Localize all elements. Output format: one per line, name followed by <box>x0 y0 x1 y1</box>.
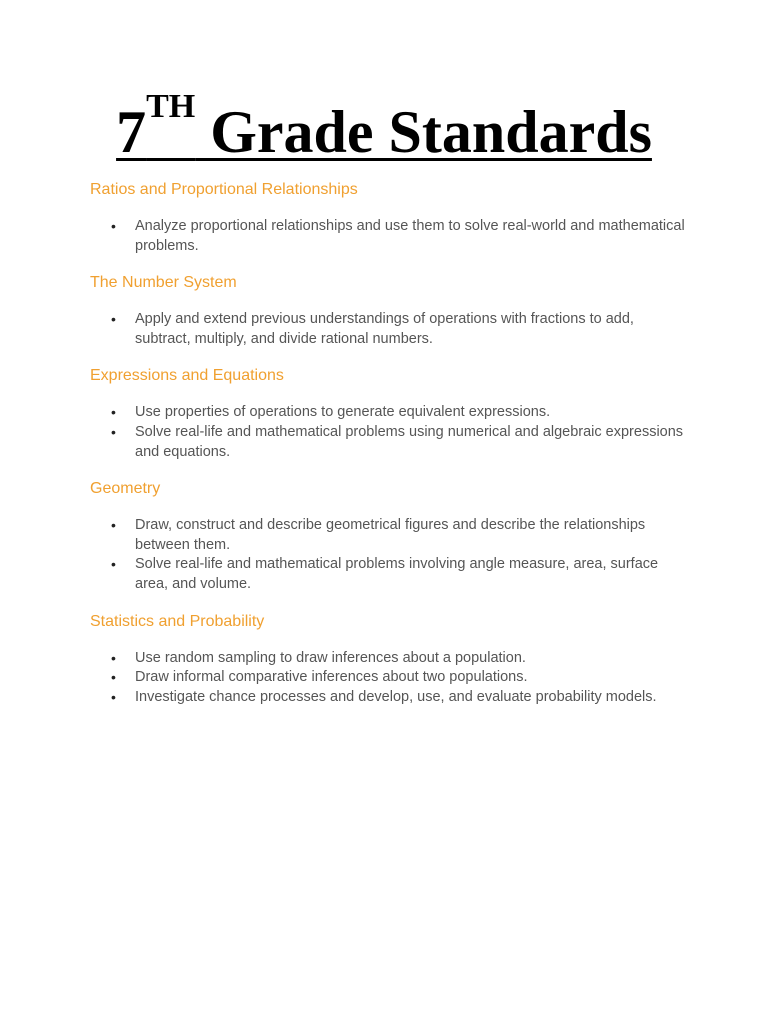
title-text: Grade Standards <box>195 99 652 165</box>
section-heading: The Number System <box>90 274 237 292</box>
section-expressions-equations <box>90 366 690 462</box>
list-item: • Investigate chance processes and develop, use, and evaluate probability models. <box>90 688 690 708</box>
section-statistics-probability <box>90 612 690 708</box>
standards-content <box>90 180 690 724</box>
bullet-list <box>90 403 690 462</box>
section-heading: Geometry <box>90 480 161 498</box>
list-item: • Draw informal comparative inferences about two populations. <box>90 668 690 688</box>
title-suffix: TH <box>146 88 196 125</box>
bullet-list <box>90 217 690 256</box>
list-item: • Draw, construct and describe geometrical figures and describe the relationships between them. <box>90 516 690 555</box>
list-item: • Solve real-life and mathematical problems involving angle measure, area, surface area, and volume. <box>90 555 690 594</box>
bullet-list <box>90 649 690 708</box>
section-heading: Statistics and Probability <box>90 612 265 630</box>
section-geometry <box>90 479 690 594</box>
section-heading: Expressions and Equations <box>90 367 284 385</box>
bullet-list <box>90 310 690 349</box>
section-number-system <box>90 273 690 349</box>
page-title-text <box>116 88 652 165</box>
section-heading: Ratios and Proportional Relationships <box>90 181 358 198</box>
list-item: • Apply and extend previous understandings of operations with fractions to add, subtract, multiply, and divide rational numbers. <box>90 310 690 349</box>
bullet-list <box>90 516 690 594</box>
section-ratios <box>90 180 690 256</box>
list-item: • Solve real-life and mathematical problems using numerical and algebraic expressions and equations. <box>90 423 690 462</box>
list-item: • Use properties of operations to generate equivalent expressions. <box>90 403 690 423</box>
list-item: • Analyze proportional relationships and use them to solve real-world and mathematical problems. <box>90 217 690 256</box>
page-title <box>0 88 768 168</box>
title-number: 7 <box>116 99 147 165</box>
list-item: • Use random sampling to draw inferences about a population. <box>90 649 690 669</box>
